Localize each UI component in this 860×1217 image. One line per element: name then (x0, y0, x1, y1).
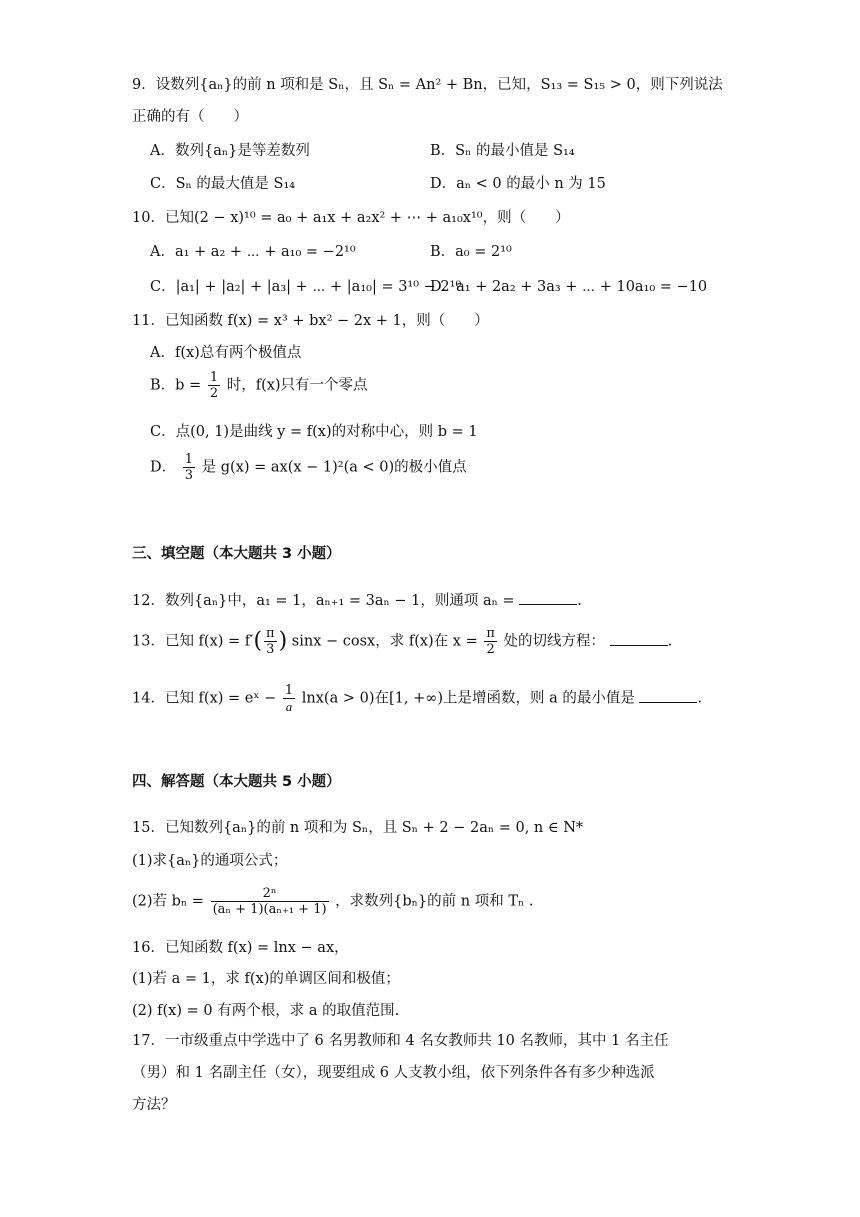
q14-numerator: 1 (284, 683, 294, 698)
q12-period: . (577, 593, 582, 609)
q14-answer-blank (639, 688, 697, 703)
q11-b-numerator: 1 (209, 370, 219, 385)
q9-option-c: C．Sₙ 的最大值是 S₁₄ (150, 176, 296, 192)
section3-title: 三、填空题（本大题共 3 小题） (132, 546, 341, 562)
q14-text-pre: 14．已知 f(x) = eˣ − (132, 690, 277, 707)
q11-option-d (150, 452, 467, 483)
q17-line1: 17．一市级重点中学选中了 6 名男教师和 4 名女教师共 10 名教师，其中 1 名主任 (132, 1033, 669, 1049)
q14 (132, 683, 702, 714)
q12-text: 12．数列{aₙ}中，a₁ = 1，aₙ₊₁ = 3aₙ − 1，则通项 aₙ = (132, 593, 515, 609)
q11-d-fraction (183, 452, 195, 483)
q9-option-d: D．aₙ < 0 的最小 n 为 15 (430, 176, 606, 192)
q13-denominator-1: 3 (266, 642, 275, 657)
q10-option-c: C．|a₁| + |a₂| + |a₃| + ⋯ + |a₁₀| = 3¹⁰ − 2¹⁰ (150, 279, 462, 295)
q11-option-b (150, 370, 368, 401)
q11-option-c: C．点(0, 1)是曲线 y = f(x)的对称中心，则 b = 1 (150, 424, 478, 440)
q11-b-denominator: 2 (209, 386, 219, 401)
q11-stem: 11．已知函数 f(x) = x³ + bx² − 2x + 1，则（ ） (132, 313, 489, 329)
q11-option-a: A．f(x)总有两个极值点 (150, 345, 302, 361)
q14-fraction (283, 683, 295, 714)
q13-denominator-2: 2 (486, 642, 495, 657)
q10-option-d: D．a₁ + 2a₂ + 3a₃ + ⋯ + 10a₁₀ = −10 (430, 279, 708, 295)
q11-d-numerator: 1 (184, 452, 194, 467)
q13-numerator-2: π (486, 626, 495, 641)
q13-fraction-1 (264, 626, 277, 657)
q9-option-a: A．数列{aₙ}是等差数列 (150, 143, 310, 159)
q14-text-post: lnx(a > 0)在[1, +∞)上是增函数，则 a 的最小值是 (301, 690, 635, 707)
q13-answer-blank (610, 631, 668, 646)
q13-text-pre: 13．已知 f(x) = f′ (132, 633, 254, 650)
q15-part2-pre: (2)若 bₙ = (132, 893, 204, 910)
q16-stem: 16．已知函数 f(x) = lnx − ax， (132, 940, 349, 956)
q11-d-denominator: 3 (184, 468, 194, 483)
q11-d-suffix: 是 g(x) = ax(x − 1)²(a < 0)的极小值点 (201, 459, 467, 476)
q17-line3: 方法？ (132, 1097, 176, 1113)
q15-part2-post: ，求数列{bₙ}的前 n 项和 Tₙ . (335, 893, 534, 910)
q12 (132, 590, 582, 612)
q15-fraction (211, 886, 329, 917)
q15-denominator: (aₙ + 1)(aₙ₊₁ + 1) (212, 902, 327, 917)
q16-part2: (2) f(x) = 0 有两个根，求 a 的取值范围. (132, 1003, 400, 1019)
q16-part1: (1)若 a = 1，求 f(x)的单调区间和极值； (132, 971, 400, 987)
q11-b-prefix: B．b = (150, 377, 202, 394)
q15-stem: 15．已知数列{aₙ}的前 n 项和为 Sₙ，且 Sₙ + 2 − 2aₙ = 0, n ∈ N* (132, 820, 584, 836)
q17-line2: （男）和 1 名副主任（女），现要组成 6 人支教小组，依下列条件各有多少种选派 (132, 1065, 655, 1081)
q13-period: . (667, 633, 673, 650)
q13-fraction-2 (484, 626, 497, 657)
q15-numerator: 2ⁿ (211, 886, 329, 902)
q10-option-b: B．a₀ = 2¹⁰ (430, 244, 512, 260)
q9-option-b: B．Sₙ 的最小值是 S₁₄ (430, 143, 575, 159)
q13: 13．已知 f(x) = f′( $\frac{\pi}{3}$ ) sinx − cosx，求 f(x)在 x = $\frac{\pi}{2}$ 处的切线方程： . (132, 626, 673, 657)
q11-b-fraction (208, 370, 220, 401)
q10-stem: 10．已知(2 − x)¹⁰ = a₀ + a₁x + a₂x² + ⋯ + a₁₀x¹⁰，则（ ） (132, 210, 570, 226)
q12-answer-blank (519, 590, 577, 605)
q14-denominator: a (285, 699, 293, 714)
q13-text-post: 处的切线方程： (503, 633, 606, 650)
q9-stem-line2: 正确的有（ ） (132, 109, 248, 125)
q15-part1: (1)求{aₙ}的通项公式； (132, 853, 288, 869)
q13-numerator-1: π (266, 626, 275, 641)
q9-stem-line1: 9．设数列{aₙ}的前 n 项和是 Sₙ，且 Sₙ = An² + Bn，已知，S₁₃ = S₁₅ > 0，则下列说法 (132, 77, 723, 93)
q15-part2 (132, 886, 534, 917)
q13-text-mid: sinx − cosx，求 f(x)在 x = (291, 633, 478, 650)
q11-d-prefix: D． (150, 459, 177, 476)
section4-title: 四、解答题（本大题共 5 小题） (132, 774, 341, 790)
q10-option-a: A．a₁ + a₂ + ⋯ + a₁₀ = −2¹⁰ (150, 244, 356, 260)
q14-period: . (697, 690, 703, 707)
q11-b-suffix: 时，f(x)只有一个零点 (226, 377, 368, 394)
